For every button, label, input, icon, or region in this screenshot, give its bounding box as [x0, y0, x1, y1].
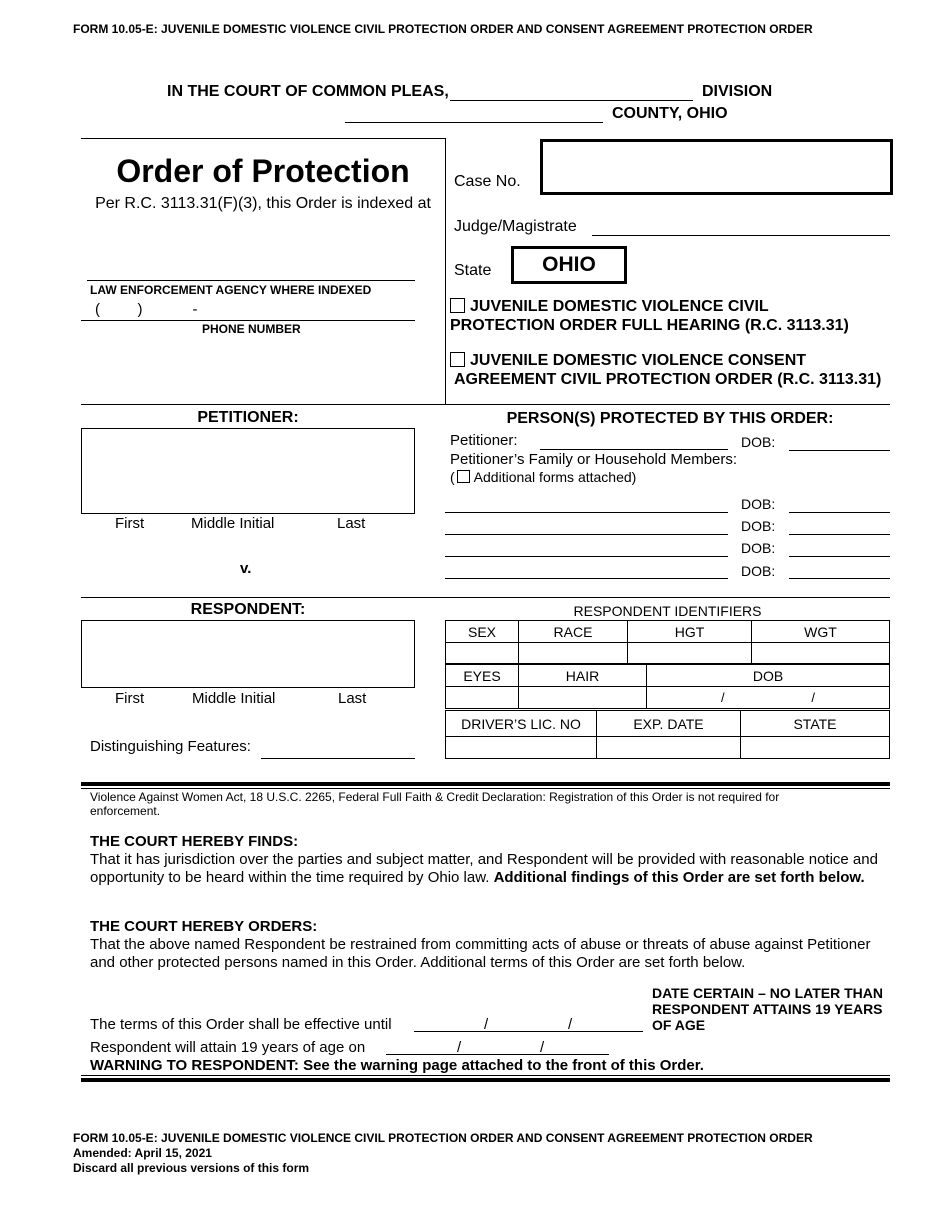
- case-no-label: Case No.: [454, 173, 521, 190]
- respondent-name-box[interactable]: [81, 620, 415, 688]
- judge-label: Judge/Magistrate: [454, 218, 577, 235]
- versus-label: v.: [240, 560, 252, 577]
- judge-field[interactable]: [592, 235, 890, 236]
- family-label: Petitioner’s Family or Household Members:: [450, 451, 738, 468]
- thick-rule-top: [81, 782, 890, 786]
- identifiers-heading: RESPONDENT IDENTIFIERS: [573, 603, 762, 619]
- county-field[interactable]: [345, 122, 603, 123]
- family-dob-label-3: DOB:: [741, 540, 776, 556]
- phone-field[interactable]: [81, 320, 415, 321]
- order-title: Order of Protection: [116, 153, 410, 189]
- footer-form-title: FORM 10.05-E: JUVENILE DOMESTIC VIOLENCE CIVIL PROTECTION ORDER AND CONSENT AGREEMENT PROTECTION ORDER: [73, 1131, 813, 1145]
- phone-format: ( ) -: [95, 301, 198, 318]
- id-dob-field[interactable]: / /: [647, 687, 890, 709]
- finds-paragraph: [90, 851, 885, 886]
- family-member-field-2[interactable]: [445, 534, 728, 535]
- option-consent-agreement[interactable]: [450, 351, 881, 389]
- protected-petitioner-dob-field[interactable]: [789, 450, 890, 451]
- id-sex-header: SEX: [446, 621, 519, 643]
- thin-rule-bottom: [81, 1075, 890, 1076]
- id-drivers-lic-field[interactable]: [446, 737, 597, 759]
- agency-label: LAW ENFORCEMENT AGENCY WHERE INDEXED: [90, 283, 372, 297]
- id-hgt-header: HGT: [628, 621, 752, 643]
- identifiers-table-2: [445, 664, 890, 709]
- family-dob-label-2: DOB:: [741, 518, 776, 534]
- id-eyes-header: EYES: [446, 665, 519, 687]
- respondent-divider: [81, 597, 890, 598]
- id-hair-field[interactable]: [519, 687, 647, 709]
- id-eyes-field[interactable]: [446, 687, 519, 709]
- option1-line2: PROTECTION ORDER FULL HEARING (R.C. 3113.31): [450, 317, 849, 334]
- id-drivers-lic-header: DRIVER’S LIC. NO: [446, 711, 597, 737]
- effective-slash-2: /: [568, 1016, 573, 1033]
- id-exp-date-field[interactable]: [597, 737, 741, 759]
- footer-discard: Discard all previous versions of this form: [73, 1161, 310, 1175]
- option1-line1: JUVENILE DOMESTIC VIOLENCE CIVIL: [470, 298, 769, 315]
- orders-heading: THE COURT HEREBY ORDERS:: [90, 918, 318, 935]
- state-label: State: [454, 262, 492, 279]
- family-member-field-3[interactable]: [445, 556, 728, 557]
- thin-rule-top: [81, 788, 890, 789]
- protected-heading: PERSON(S) PROTECTED BY THIS ORDER:: [506, 410, 834, 427]
- petitioner-heading: PETITIONER:: [197, 409, 299, 426]
- family-dob-field-4[interactable]: [789, 578, 890, 579]
- id-race-field[interactable]: [519, 643, 628, 664]
- attain-label: Respondent will attain 19 years of age on: [90, 1039, 366, 1056]
- agency-field[interactable]: [87, 280, 415, 281]
- petitioner-name-box[interactable]: [81, 428, 415, 514]
- features-field[interactable]: [261, 758, 415, 759]
- indexed-text: Per R.C. 3113.31(F)(3), this Order is indexed at: [95, 195, 431, 212]
- family-dob-field-1[interactable]: [789, 512, 890, 513]
- id-race-header: RACE: [519, 621, 628, 643]
- checkbox-full-hearing[interactable]: [450, 298, 465, 313]
- identifiers-table-3: [445, 710, 890, 759]
- respondent-first-label: First: [115, 690, 145, 707]
- footer-amended: Amended: April 15, 2021: [73, 1146, 212, 1160]
- top-divider: [81, 138, 445, 139]
- effective-slash-1: /: [484, 1016, 489, 1033]
- id-exp-date-header: EXP. DATE: [597, 711, 741, 737]
- features-label: Distinguishing Features:: [90, 738, 251, 755]
- checkbox-additional-forms[interactable]: [457, 470, 470, 483]
- vawa-text: Violence Against Women Act, 18 U.S.C. 2265, Federal Full Faith & Credit Declaration: Registration of this Order is not required for enforcement.: [90, 790, 780, 818]
- id-hgt-field[interactable]: [628, 643, 752, 664]
- option2-line1: JUVENILE DOMESTIC VIOLENCE CONSENT: [470, 352, 807, 369]
- division-label: DIVISION: [702, 83, 773, 100]
- id-dob-header: DOB: [647, 665, 890, 687]
- case-no-box[interactable]: [540, 139, 893, 195]
- county-label: COUNTY, OHIO: [612, 105, 728, 122]
- attain-slash-2: /: [540, 1039, 545, 1056]
- mid-divider: [81, 404, 890, 405]
- attain-date-field[interactable]: [386, 1054, 609, 1055]
- finds-bold-text: Additional findings of this Order are set forth below.: [493, 868, 865, 886]
- option2-line2: AGREEMENT CIVIL PROTECTION ORDER (R.C. 3113.31): [454, 371, 882, 388]
- family-dob-label-1: DOB:: [741, 496, 776, 512]
- warning-text: WARNING TO RESPONDENT: See the warning page attached to the front of this Order.: [90, 1057, 704, 1074]
- attain-slash-1: /: [457, 1039, 462, 1056]
- footer: [73, 1131, 813, 1176]
- division-field[interactable]: [450, 100, 693, 101]
- additional-forms[interactable]: [450, 469, 636, 485]
- form-header-title: FORM 10.05-E: JUVENILE DOMESTIC VIOLENCE CIVIL PROTECTION ORDER AND CONSENT AGREEMENT PROTECTION ORDER: [73, 22, 813, 36]
- respondent-middle-label: Middle Initial: [192, 690, 276, 707]
- thick-rule-bottom: [81, 1078, 890, 1082]
- protected-petitioner-field[interactable]: [540, 449, 728, 450]
- option-full-hearing[interactable]: [450, 297, 849, 335]
- id-wgt-header: WGT: [752, 621, 890, 643]
- effective-date-field[interactable]: [414, 1031, 643, 1032]
- center-divider: [445, 138, 446, 405]
- court-label: IN THE COURT OF COMMON PLEAS,: [167, 83, 449, 100]
- petitioner-first-label: First: [115, 515, 145, 532]
- additional-forms-label: Additional forms attached): [473, 469, 637, 485]
- family-dob-field-3[interactable]: [789, 556, 890, 557]
- petitioner-middle-label: Middle Initial: [191, 515, 275, 532]
- open-paren: (: [450, 469, 455, 485]
- finds-heading: THE COURT HEREBY FINDS:: [90, 833, 299, 850]
- respondent-last-label: Last: [338, 690, 367, 707]
- orders-text: That the above named Respondent be restrained from committing acts of abuse or threats of abuse against Petitioner and other protected persons named in this Order. Additional terms of this Order are set forth below.: [90, 936, 871, 971]
- petitioner-last-label: Last: [337, 515, 366, 532]
- finds-text: That it has jurisdiction over the parties and subject matter, and Respondent will be provided with reasonable notice and opportunity to be heard within the time required by Ohio law.: [90, 851, 878, 886]
- family-dob-field-2[interactable]: [789, 534, 890, 535]
- id-state-header: STATE: [741, 711, 890, 737]
- id-hair-header: HAIR: [519, 665, 647, 687]
- effective-label: The terms of this Order shall be effective until: [90, 1016, 392, 1033]
- date-certain-label: DATE CERTAIN – NO LATER THAN RESPONDENT ATTAINS 19 YEARS OF AGE: [652, 985, 883, 1033]
- family-dob-label-4: DOB:: [741, 563, 776, 579]
- state-box: OHIO: [511, 246, 627, 284]
- phone-label: PHONE NUMBER: [202, 322, 301, 336]
- id-state-field[interactable]: [741, 737, 890, 759]
- id-sex-field[interactable]: [446, 643, 519, 664]
- checkbox-consent[interactable]: [450, 352, 465, 367]
- identifiers-table-1: [445, 620, 890, 664]
- protected-petitioner-dob-label: DOB:: [741, 434, 776, 450]
- respondent-heading: RESPONDENT:: [190, 601, 306, 618]
- family-member-field-1[interactable]: [445, 512, 728, 513]
- family-member-field-4[interactable]: [445, 578, 728, 579]
- id-wgt-field[interactable]: [752, 643, 890, 664]
- protected-petitioner-label: Petitioner:: [450, 432, 518, 449]
